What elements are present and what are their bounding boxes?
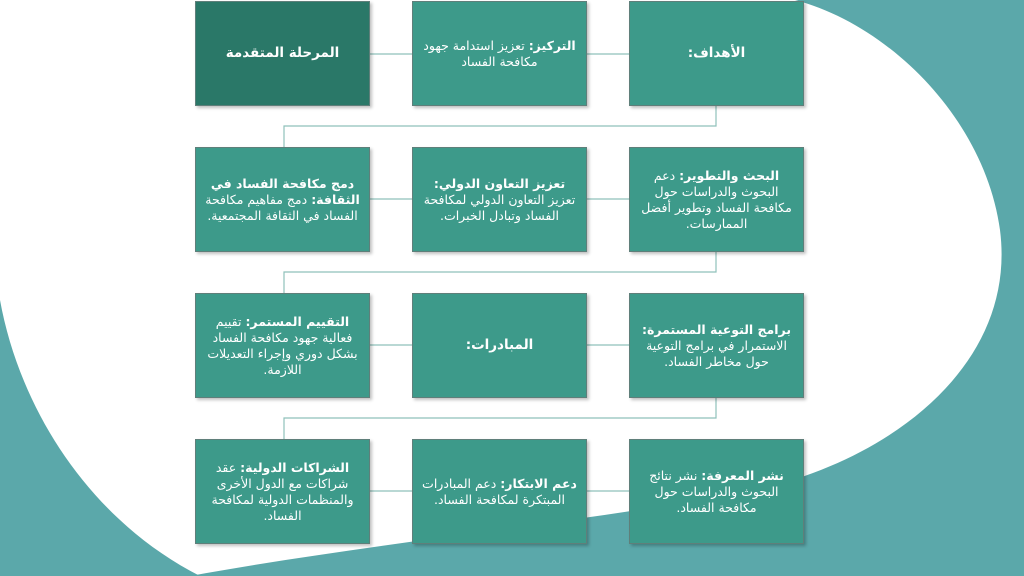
innovation-support-body: دعم المبادرات المبتكرة لمكافحة الفساد. xyxy=(422,475,565,507)
goals-box xyxy=(629,1,804,106)
international-cooperation-body: تعزيز التعاون الدولي لمكافحة الفساد وتبادل الخبرات. xyxy=(423,191,576,223)
advanced-stage-title: المرحلة المتقدمة xyxy=(225,44,340,61)
focus-body: تعزيز استدامة جهود مكافحة الفساد xyxy=(423,37,538,69)
innovation-support-title: دعم الابتكار: xyxy=(500,475,577,491)
knowledge-sharing-body: نشر نتائج البحوث والدراسات حول مكافحة الفساد. xyxy=(649,467,779,515)
international-partnerships-body: عقد شراكات مع الدول الأخرى والمنظمات الدولية لمكافحة الفساد. xyxy=(211,459,354,523)
background-left-shape xyxy=(0,300,200,576)
knowledge-sharing-title: نشر المعرفة: xyxy=(701,467,784,483)
focus-box xyxy=(412,1,587,106)
research-development-title: البحث والتطوير: xyxy=(679,167,780,183)
international-cooperation-box xyxy=(412,147,587,252)
continuous-evaluation-body: تقييم فعالية جهود مكافحة الفساد بشكل دوري وإجراء التعديلات اللازمة. xyxy=(207,313,358,377)
innovation-support-box xyxy=(412,439,587,544)
awareness-programs-title: برامج التوعية المستمرة: xyxy=(641,321,792,337)
research-development-box xyxy=(629,147,804,252)
initiatives-title: المبادرات: xyxy=(465,336,534,353)
awareness-programs-box xyxy=(629,293,804,398)
culture-integration-box xyxy=(195,147,370,252)
research-development-body: دعم البحوث والدراسات حول مكافحة الفساد وتطوير أفضل الممارسات. xyxy=(641,167,792,231)
international-cooperation-title: تعزيز التعاون الدولي: xyxy=(433,175,566,191)
advanced-stage-box xyxy=(195,1,370,106)
culture-integration-body: دمج مفاهيم مكافحة الفساد في الثقافة المجتمعية. xyxy=(205,191,358,223)
knowledge-sharing-box xyxy=(629,439,804,544)
focus-title: التركيز: xyxy=(528,37,576,53)
international-partnerships-title: الشراكات الدولية: xyxy=(240,459,350,475)
goals-title: الأهداف: xyxy=(687,44,746,61)
continuous-evaluation-title: التقييم المستمر: xyxy=(245,313,350,329)
initiatives-box xyxy=(412,293,587,398)
international-partnerships-box xyxy=(195,439,370,544)
continuous-evaluation-box xyxy=(195,293,370,398)
awareness-programs-body: الاستمرار في برامج التوعية حول مخاطر الفساد. xyxy=(646,337,787,369)
culture-integration-title: دمج مكافحة الفساد في الثقافة: xyxy=(210,175,360,207)
